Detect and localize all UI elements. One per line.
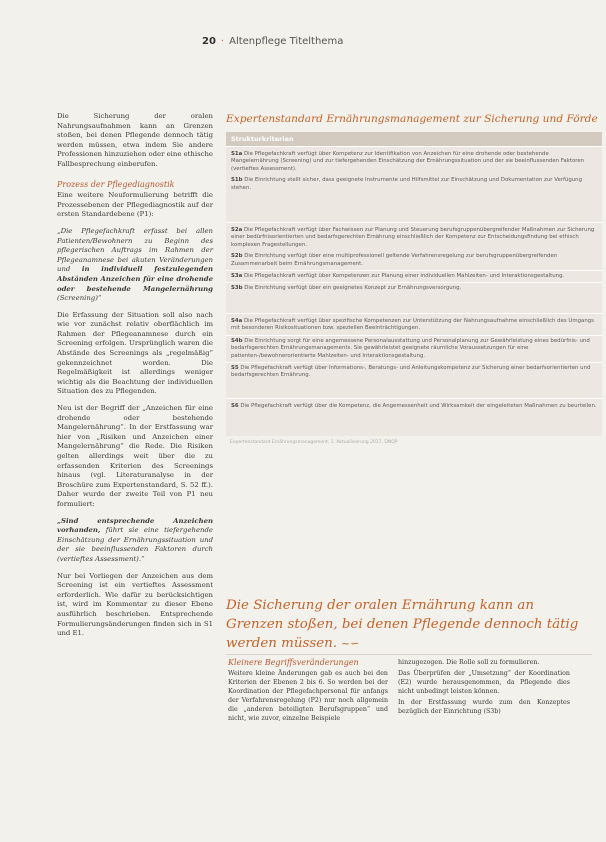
quote-emphasis: „Sind entsprechende Anzeichen vorhanden, <box>57 516 213 535</box>
criteria-row <box>226 313 602 335</box>
left-column <box>57 112 213 646</box>
standard-quote <box>57 517 213 565</box>
quote-text: führt sie eine tiefergehende Einschätzung der Ernährungssituation und der sie beeinflussenden Faktoren durch (vertieftes Assessment).“ <box>57 526 213 563</box>
quote-emphasis: in individuell festzulegenden Abständen Anzeichen für eine drohende oder bestehende Mangelernährung <box>57 265 213 293</box>
criteria-code: S6 <box>231 402 239 409</box>
criteria-row <box>226 362 602 398</box>
criteria-text: Die Einrichtung sorgt für eine angemessene Personalausstattung und Personalplanung zur Gewährleistung eines bedürfnis- und bedarfsgerechten Ernährungsmanagements. Sie gewährleistet geeignete räumliche Voraussetzungen für eine patienten-/bewohnerorientierte Mahlzeiten- und Interaktionsgestaltung. <box>231 337 590 359</box>
criteria-code: S4a <box>231 317 243 324</box>
middle-column <box>228 658 388 723</box>
criteria-code: S5 <box>231 364 239 371</box>
criteria-text: Die Pflegefachkraft verfügt über Kompetenz zur Identifikation von Anzeichen für eine drohende oder bestehende Mangelernährung (Screening) und zur tiefergehenden Einschätzung der Ernährungssituation und der sie beeinflussenden Faktoren (vertieftes Assessment). <box>231 151 585 172</box>
running-header <box>202 36 343 47</box>
paragraph: Neu ist der Begriff der „Anzeichen für eine drohende oder bestehende Mangelernährung“. In der Erstfassung war hier von „Risiken und Anzeichen einer Mangelernährung“ die Rede. Die Risiken gelten allerdings weit über die zu erfassenden Kriterien des Screenings hinaus (vgl. Literaturanalyse in der Broschüre zum Expertenstandard, S. 52 ff.). Daher wurde der zweite Teil von P1 neu formuliert: <box>57 404 213 508</box>
criteria-text: Die Pflegefachkraft verfügt über Informations-, Beratungs- und Anleitungskompetenz zur Sicherung einer bedarfsorientierten und bedarfsgerechten Ernährung. <box>231 364 591 379</box>
criteria-text: Die Pflegefachkraft verfügt über Kompetenzen zur Planung einer individuellen Mahlzeiten- und Interaktionsgestaltung. <box>244 273 565 280</box>
box-title: Expertenstandard Ernährungsmanagement zur Sicherung und Förde <box>226 113 598 125</box>
box-source: Expertenstandard Ernährungsmanagement, 1. Aktualisierung 2017, DNQP <box>230 440 398 446</box>
right-column <box>398 658 570 718</box>
criteria-row <box>226 270 602 282</box>
header-section: Altenpflege Titelthema <box>229 36 344 47</box>
section-heading: Kleinere Begriffsveränderungen <box>228 658 359 667</box>
paragraph: In der Erstfassung wurde zum den Konzeptes bezüglich der Einrichtung (S3b) <box>398 699 570 715</box>
box-band: Strukturkriterien <box>226 132 602 146</box>
criteria-row <box>226 335 602 362</box>
criteria-code: S3a <box>231 273 243 280</box>
criteria-code: S2a <box>231 227 243 234</box>
criteria-code: S3b <box>231 285 243 292</box>
paragraph: Weitere kleine Änderungen gab es auch bei den Kriterien der Ebenen 2 bis 6. So werden bei der Koordination der Pflegefachpersonal für anfangs der Verfahrensregelung (P2) nur noch allgemein die „anderen beteiligten Berufsgruppen“ und nicht, wie zuvor, einzelne Beispiele <box>228 670 388 722</box>
criteria-code: S1a <box>231 151 243 157</box>
criteria-row <box>226 222 602 251</box>
header-separator: · <box>220 36 225 47</box>
criteria-code: S1b <box>231 177 243 184</box>
standard-quote <box>57 227 213 304</box>
divider <box>226 654 592 655</box>
page-number: 20 <box>202 36 216 47</box>
paragraph: Eine weitere Neuformulierung betrifft die Prozessebenen der Pflegediagnostik auf der ersten Standardebene (P1): <box>57 191 213 219</box>
criteria-code: S4b <box>231 337 243 344</box>
squiggle-ornament: ~∽ <box>341 637 360 650</box>
quote-text: „Die Pflegefachkraft erfasst bei allen Patienten/Bewohnern zu Beginn des pflegerischen Auftrags im Rahmen der Pflegeanamnese bei akuten Veränderungen und <box>57 226 213 274</box>
paragraph: Die Erfassung der Situation soll also nach wie vor zunächst relativ oberflächlich im Rahmen der Pflegeanamnese durch ein Screening erfolgen. Ursprünglich waren die Abstände des Screenings als „regelmäßig“ gekennzeichnet worden. Die Regelmäßigkeit ist allerdings weniger wichtig als die Beachtung der individuellen Situation des zu Pflegenden. <box>57 310 213 396</box>
criteria-text: Die Einrichtung verfügt über ein geeignetes Konzept zur Ernährungsversorgung. <box>244 285 462 292</box>
section-heading: Prozess der Pflegediagnostik <box>57 179 175 189</box>
criteria-text: Die Pflegefachkraft verfügt über Fachwissen zur Planung und Steuerung berufsgruppenübergreifender Maßnahmen zur Sicherung einer bedürfnisorientierten und bedarfsgerechten Ernährung einschließlich der Kompetenz zur Entscheidungsfindung bei ethisch komplexen Fragestellungen. <box>231 227 595 248</box>
paragraph: Nur bei Vorliegen der Anzeichen aus dem Screening ist ein vertieftes Assessment erforderlich. Wie dafür zu berücksichtigen ist, wird im Kommentar zu dieser Ebene ausführlich beschrieben. Entsprechende Formulierungsänderungen finden sich in S1 und E1. <box>57 571 213 638</box>
criteria-row <box>226 175 602 222</box>
criteria-row <box>226 146 602 175</box>
pull-quote <box>226 596 586 653</box>
pull-quote-text: Die Sicherung der oralen Ernährung kann an Grenzen stoßen, bei denen Pflegende dennoch tätig werden müssen. <box>226 598 579 651</box>
criteria-text: Die Pflegefachkraft verfügt über die Kompetenz, die Angemessenheit und Wirksamkeit der eingeleiteten Maßnahmen zu beurteilen. <box>240 402 597 409</box>
criteria-code: S2b <box>231 253 243 260</box>
criteria-row <box>226 398 602 436</box>
paragraph: Die Sicherung der oralen Nahrungsaufnahmen kann an Grenzen stoßen, bei denen Pflegende dennoch tätig werden müssen, etwa indem Sie andere Professionen hinzuziehen oder eine ethische Fallbesprechung einberufen. <box>57 112 213 168</box>
criteria-row <box>226 282 602 312</box>
paragraph: hinzugezogen. Die Rolle soll zu formulieren. <box>398 659 540 666</box>
expert-standard-box <box>226 112 602 445</box>
criteria-row <box>226 251 602 270</box>
criteria-text: Die Pflegefachkraft verfügt über spezifische Kompetenzen zur Unterstützung der Nahrungsaufnahme einschließlich des Umgangs mit besonderen Risikosituationen bzw. speziellen Beeinträchtigungen. <box>231 317 594 332</box>
criteria-text: Die Einrichtung stellt sicher, dass geeignete Instrumente und Hilfsmittel zur Einschätzung und Dokumentation zur Verfügung stehen. <box>231 177 583 191</box>
criteria-text: Die Einrichtung verfügt über eine multiprofessionell geltende Verfahrensregelung zur berufsgruppenübergreifenden Zusammenarbeit beim Ernährungsmanagement. <box>231 253 558 267</box>
criteria-table <box>226 146 602 436</box>
quote-end: (Screening)“ <box>57 294 102 303</box>
paragraph: Das Überprüfen der „Umsetzung“ der Koordination (E2) wurde herausgenommen, da Pflegende dies nicht unbedingt leisten können. <box>398 670 570 695</box>
